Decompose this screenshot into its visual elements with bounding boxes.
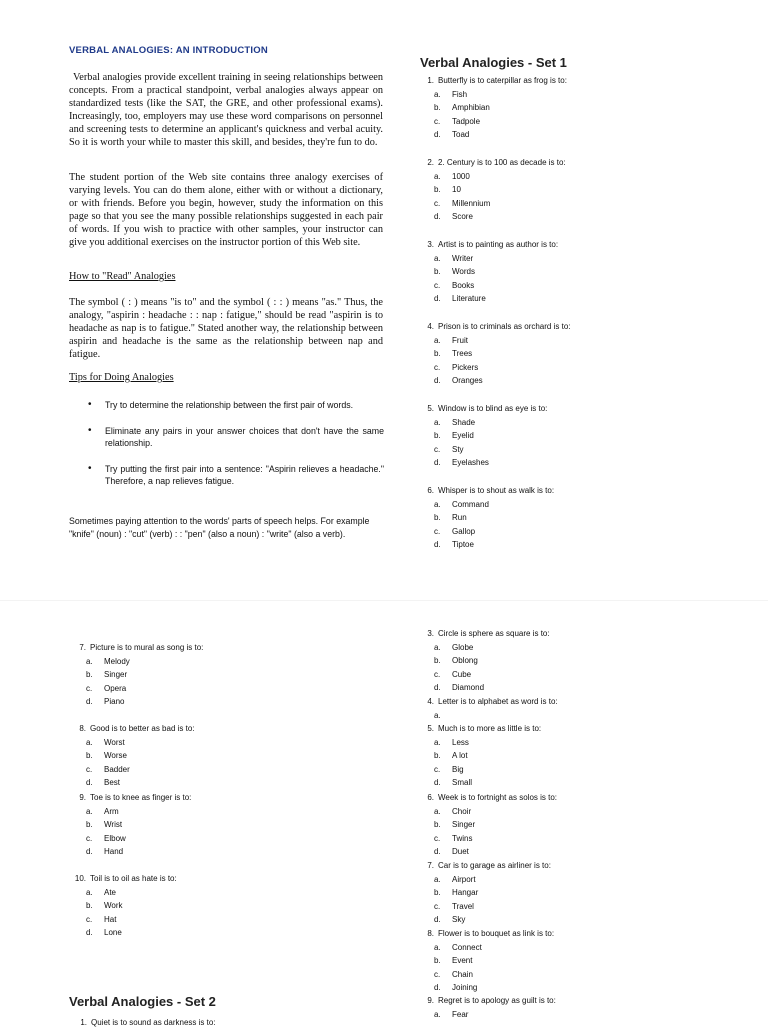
option-text: Score	[452, 212, 473, 222]
option-letter: a.	[434, 942, 441, 952]
question-number: 3.	[427, 240, 434, 249]
option-letter: a.	[434, 710, 441, 720]
option-letter: c.	[434, 526, 441, 536]
option-letter: a.	[434, 89, 441, 99]
option-letter: a.	[434, 171, 441, 181]
question-text: Much is to more as little is to:	[438, 724, 542, 733]
option-letter: d.	[434, 130, 441, 140]
question-number: 1.	[427, 76, 434, 85]
tip-item	[88, 425, 384, 450]
option-letter: d.	[86, 697, 93, 707]
option-text: Melody	[104, 656, 130, 666]
tips-heading: Tips for Doing Analogies	[69, 372, 174, 383]
option-letter: a.	[86, 737, 93, 747]
question-text: Flower is to bouquet as link is to:	[438, 929, 555, 938]
option-text: Eyelashes	[452, 458, 489, 468]
option-text: Ate	[104, 887, 117, 897]
option-text: Twins	[452, 833, 473, 843]
question-number: 7.	[79, 643, 86, 652]
option-letter: a.	[86, 656, 93, 666]
option-text: Connect	[452, 942, 482, 952]
option-text: Writer	[452, 253, 474, 263]
option-text: Shade	[452, 417, 476, 427]
option-text: Best	[104, 778, 121, 788]
question-number: 3.	[427, 629, 434, 638]
question-text: Picture is to mural as song is to:	[90, 643, 204, 652]
option-letter: d.	[434, 983, 441, 993]
question-text: Good is to better as bad is to:	[90, 724, 195, 733]
question-text: Toe is to knee as finger is to:	[90, 793, 192, 802]
question-text: Prison is to criminals as orchard is to:	[438, 322, 571, 331]
question-text: Circle is sphere as square is to:	[438, 629, 550, 638]
bottom-page	[0, 600, 768, 1027]
read-analogies-heading: How to "Read" Analogies	[69, 271, 176, 282]
question-number: 5.	[427, 404, 434, 413]
option-text: Toad	[452, 130, 470, 140]
option-letter: a.	[434, 642, 441, 652]
option-letter: b.	[86, 751, 93, 761]
tip-text: Eliminate any pairs in your answer choices that don't have the same relationship.	[105, 425, 384, 449]
option-text: Books	[452, 280, 475, 290]
option-text: Sty	[452, 444, 464, 454]
option-letter: c.	[434, 969, 441, 979]
question-number: 5.	[427, 724, 434, 733]
set2-title: Verbal Analogies - Set 2	[69, 994, 216, 1009]
option-text: Command	[452, 499, 489, 509]
question-number: 9.	[427, 996, 434, 1005]
option-text: Singer	[104, 670, 128, 680]
option-text: Singer	[452, 820, 476, 830]
option-letter: d.	[434, 294, 441, 304]
question-text: Car is to garage as airliner is to:	[438, 861, 551, 870]
option-text: Small	[452, 778, 473, 788]
bullet-icon: •	[88, 399, 92, 410]
option-letter: b.	[434, 956, 441, 966]
option-letter: c.	[86, 683, 93, 693]
option-text: Diamond	[452, 683, 485, 693]
tip-item	[88, 463, 384, 488]
option-letter: d.	[434, 540, 441, 550]
option-letter: a.	[434, 806, 441, 816]
option-text: Pickers	[452, 362, 479, 372]
option-letter: d.	[434, 847, 441, 857]
question-number: 8.	[427, 929, 434, 938]
intro-paragraph-1: Verbal analogies provide excellent training in seeing relationships between concepts. From a practical standpoint, verbal analogies always appear on standardized tests (like the SAT, the GRE, and other professional exams). Increasingly, too, employers may use these word comparisons on personnel and screening tests to determine an applicant's quickness and verbal acuity. So it is worth your while to master this skill, and besides, they're fun to do.	[69, 72, 383, 148]
option-text: Oblong	[452, 656, 478, 666]
option-letter: d.	[86, 928, 93, 938]
question-number: 10.	[74, 874, 86, 883]
option-letter: c.	[434, 280, 441, 290]
option-text: Fish	[452, 89, 468, 99]
option-letter: a.	[434, 499, 441, 509]
tip-item	[88, 399, 384, 412]
option-letter: c.	[434, 901, 441, 911]
question-text: 2. Century is to 100 as decade is to:	[438, 158, 566, 167]
option-text: 10	[452, 185, 461, 195]
option-text: Fruit	[452, 335, 468, 345]
option-letter: b.	[434, 349, 441, 359]
option-text: Airport	[452, 874, 476, 884]
bullet-icon: •	[88, 462, 92, 474]
option-text: Trees	[452, 349, 473, 359]
option-letter: a.	[86, 806, 93, 816]
option-letter: d.	[86, 847, 93, 857]
option-letter: b.	[434, 267, 441, 277]
option-text: Chain	[452, 969, 473, 979]
option-letter: c.	[86, 764, 93, 774]
option-text: Amphibian	[452, 103, 490, 113]
option-text: Big	[452, 764, 464, 774]
option-text: Joining	[452, 983, 478, 993]
question-text: Letter is to alphabet as word is to:	[438, 697, 558, 706]
option-letter: d.	[434, 212, 441, 222]
option-text: Cube	[452, 669, 472, 679]
intro-paragraph-3: The symbol ( : ) means "is to" and the symbol ( : : ) means "as." Thus, the analogy, "aspirin : headache : : nap : fatigue," should be read "aspirin is to headache as nap is to fatigue." Stated another way, the relationship between aspirin and headache is the same as the relationship between nap and fatigue.	[69, 297, 383, 360]
option-letter: a.	[434, 335, 441, 345]
option-letter: b.	[86, 820, 93, 830]
option-letter: b.	[434, 656, 441, 666]
option-letter: d.	[434, 376, 441, 386]
option-letter: b.	[434, 103, 441, 113]
question-text: Week is to fortnight as solos is to:	[438, 793, 558, 802]
option-text: Work	[104, 901, 123, 911]
option-letter: a.	[434, 737, 441, 747]
option-text: 1000	[452, 171, 470, 181]
option-text: Elbow	[104, 833, 126, 843]
bullet-icon: •	[88, 424, 92, 436]
option-text: Sky	[452, 915, 466, 925]
option-text: Eyelid	[452, 431, 474, 441]
option-letter: a.	[86, 887, 93, 897]
question-number: 4.	[427, 322, 434, 331]
option-text: Choir	[452, 806, 472, 816]
option-text: Hand	[104, 847, 124, 857]
question-number: 2.	[427, 158, 434, 167]
option-letter: c.	[434, 764, 441, 774]
intro-title: VERBAL ANALOGIES: AN INTRODUCTION	[69, 45, 268, 56]
option-letter: c.	[434, 669, 441, 679]
tip-text: Try to determine the relationship between the first pair of words.	[105, 400, 354, 410]
question-number: 6.	[427, 793, 434, 802]
tips-list	[88, 399, 384, 501]
question-number: 8.	[79, 724, 86, 733]
question-number: 6.	[427, 486, 434, 495]
option-text: Less	[452, 737, 469, 747]
option-letter: c.	[86, 833, 93, 843]
option-letter: c.	[434, 116, 441, 126]
option-letter: b.	[434, 513, 441, 523]
option-letter: b.	[434, 431, 441, 441]
option-letter: c.	[434, 444, 441, 454]
option-letter: d.	[434, 683, 441, 693]
option-text: Hangar	[452, 888, 479, 898]
option-text: Literature	[452, 294, 486, 304]
option-letter: c.	[434, 833, 441, 843]
question-number: 4.	[427, 697, 434, 706]
option-letter: c.	[86, 914, 93, 924]
option-text: Wrist	[104, 820, 123, 830]
option-text: Travel	[452, 901, 474, 911]
question-number: 9.	[79, 793, 86, 802]
option-letter: b.	[434, 185, 441, 195]
option-text: Duet	[452, 847, 469, 857]
option-text: Tiptoe	[452, 540, 474, 550]
option-text: Globe	[452, 642, 474, 652]
question-text: Quiet is to sound as darkness is to:	[91, 1018, 216, 1027]
question-text: Window is to blind as eye is to:	[438, 404, 548, 413]
option-letter: d.	[434, 915, 441, 925]
option-text: Tadpole	[452, 116, 481, 126]
set1-title: Verbal Analogies - Set 1	[420, 55, 567, 70]
question-text: Whisper is to shout as walk is to:	[438, 486, 555, 495]
option-letter: a.	[434, 417, 441, 427]
question-text: Artist is to painting as author is to:	[438, 240, 559, 249]
option-letter: b.	[434, 751, 441, 761]
tip-text: Try putting the first pair into a sentence: "Aspirin relieves a headache." Therefore, a nap relieves fatigue.	[105, 463, 384, 487]
option-text: Event	[452, 956, 473, 966]
option-text: Opera	[104, 683, 127, 693]
option-text: Arm	[104, 806, 119, 816]
option-text: Badder	[104, 764, 130, 774]
option-letter: a.	[434, 874, 441, 884]
option-letter: c.	[434, 198, 441, 208]
question-text: Toil is to oil as hate is to:	[90, 874, 177, 883]
intro-paragraph-4: Sometimes paying attention to the words' parts of speech helps. For example "knife" (noun) : "cut" (verb) : : "pen" (also a noun) : "write" (also a verb).	[69, 516, 370, 539]
question-text: Butterfly is to caterpillar as frog is to:	[438, 76, 567, 85]
option-text: Oranges	[452, 376, 483, 386]
option-text: Lone	[104, 928, 122, 938]
option-letter: d.	[434, 458, 441, 468]
option-text: Run	[452, 513, 467, 523]
option-letter: a.	[434, 253, 441, 263]
option-text: Worst	[104, 737, 125, 747]
question-text: Regret is to apology as guilt is to:	[438, 996, 556, 1005]
option-letter: b.	[434, 888, 441, 898]
option-letter: b.	[434, 820, 441, 830]
option-letter: d.	[434, 778, 441, 788]
option-letter: a.	[434, 1009, 441, 1019]
option-letter: b.	[86, 901, 93, 911]
option-letter: c.	[434, 362, 441, 372]
intro-paragraph-2: The student portion of the Web site contains three analogy exercises of varying levels. You can do them alone, either with or without a dictionary, or with friends. Before you begin, however, study the information on this page so that you see the many possible relationships suggested in each pair of words. If you wish to practice with other samples, your instructor can give you additional exercises on the instructor portion of this Web site.	[69, 172, 383, 248]
option-text: Millennium	[452, 198, 491, 208]
option-text: Worse	[104, 751, 127, 761]
option-text: A lot	[452, 751, 468, 761]
option-letter: d.	[86, 778, 93, 788]
option-text: Gallop	[452, 526, 476, 536]
option-text: Hat	[104, 914, 117, 924]
option-letter: b.	[86, 670, 93, 680]
option-text: Words	[452, 267, 475, 277]
question-number: 7.	[427, 861, 434, 870]
question-number: 1.	[80, 1018, 87, 1027]
option-text: Fear	[452, 1009, 469, 1019]
option-text: Piano	[104, 697, 125, 707]
